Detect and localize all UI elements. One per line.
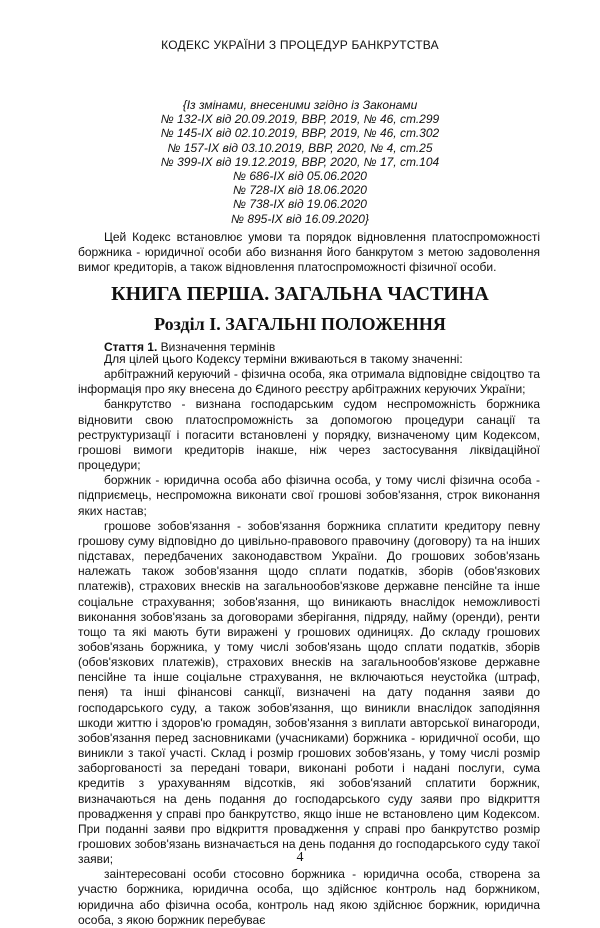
amendment-line: № 145-IX від 02.10.2019, ВВР, 2019, № 46, ст.302 xyxy=(160,126,440,141)
amendment-line: № 132-IX від 20.09.2019, ВВР, 2019, № 46, ст.299 xyxy=(160,112,440,127)
preamble-text: Цей Кодекс встановлює умови та порядок відновлення платоспроможності боржника - юридичної особи або визнання його банкрутом з метою задоволення вимог кредиторів, а також відновлення платоспроможності фізичної особи. xyxy=(78,230,540,274)
body-paragraph: боржник - юридична особа або фізична особа, у тому числі фізична особа - підприємець, неспроможна виконати свої грошові зобов'язання, строк виконання яких настав; xyxy=(78,473,540,518)
running-header: КОДЕКС УКРАЇНИ З ПРОЦЕДУР БАНКРУТСТВА xyxy=(161,38,439,52)
amendment-line: № 686-IX від 05.06.2020 xyxy=(233,169,367,184)
amendments-note xyxy=(0,98,600,226)
body-paragraph: арбітражний керуючий - фізична особа, яка отримала відповідне свідоцтво та інформація про яку внесена до Єдиного реєстру арбітражних керуючих України; xyxy=(78,367,540,397)
page-number: 4 xyxy=(296,850,304,865)
body-paragraph: Для цілей цього Кодексу терміни вживаються в такому значенні: xyxy=(104,352,463,366)
article-number: Стаття 1. xyxy=(104,340,158,354)
amendment-line: № 738-IX від 19.06.2020 xyxy=(233,197,367,212)
body-paragraph: грошове зобов'язання - зобов'язання боржника сплатити кредитору певну грошову суму відповідно до цивільно-правового правочину (договору) та на інших підставах, передбачених законодавством України. До грошових зобов'язань належать також зобов'язання щодо сплати податків, зборів (обов'язкових платежів), страхових внесків на загальнообов'язкове державне пенсійне та інше соціальне страхування; зобов'язання, що виникають внаслідок неможливості виконання зобов'язань за договорами зберігання, підряду, найму (оренди), ренти тощо та які мають бути виражені у грошових одиницях. До складу грошових зобов'язань боржника, у тому числі зобов'язань щодо сплати податків, зборів (обов'язкових платежів), страхових внесків на загальнообов'язкове державне пенсійне та інше соціальне страхування, не включаються неустойка (штраф, пеня) та інші фінансові санкції, визначені на дату подання заяви до господарського суду, а також зобов'язання, що виникли внаслідок заподіяння шкоди життю і здоров'ю громадян, зобов'язання з виплати авторської винагороди, зобов'язання перед засновниками (учасниками) боржника - юридичної особи, що виникли з такої участі. Склад і розмір грошових зобов'язань, у тому числі розмір заборгованості за передані товари, виконані роботи і надані послуги, сума кредитів з урахуванням відсотків, які зобов'язаний сплатити боржник, визначаються на день подання до господарського суду заяви про відкриття провадження у справі про банкрутство, якщо інше не встановлено цим Кодексом. При поданні заяви про відкриття провадження у справі про банкрутство розмір грошових зобов'язань визначається на день подання до господарського суду такої заяви; xyxy=(78,518,540,867)
article-body xyxy=(78,352,540,928)
amendment-line: № 895-IX від 16.09.2020} xyxy=(231,211,369,226)
amendment-line: {Із змінами, внесеними згідно із Законами xyxy=(182,98,418,112)
article-title: Визначення термінів xyxy=(160,340,276,354)
amendment-line: № 399-IX від 19.12.2019, ВВР, 2020, № 17, ст.104 xyxy=(160,154,440,169)
body-paragraph: банкрутство - визнана господарським судом неспроможність боржника відновити свою платоспроможність за допомогою процедури санації та реструктуризації і погасити встановлені у порядку, визначеному цим Кодексом, грошові вимоги кредиторів інакше, ніж через застосування ліквідаційної процедури; xyxy=(78,397,540,473)
section-title: Розділ І. ЗАГАЛЬНІ ПОЛОЖЕННЯ xyxy=(154,314,446,334)
preamble xyxy=(78,230,540,275)
body-paragraph: заінтересовані особи стосовно боржника - юридична особа, створена за участю боржника, юридична особа, що здійснює контроль над боржником, юридична або фізична особа, контроль над якою здійснює боржник, юридична особа, з якою боржник перебуває xyxy=(78,867,540,927)
amendment-line: № 728-IX від 18.06.2020 xyxy=(233,183,367,198)
amendment-line: № 157-IX від 03.10.2019, ВВР, 2020, № 4, ст.25 xyxy=(167,140,433,155)
book-title: КНИГА ПЕРША. ЗАГАЛЬНА ЧАСТИНА xyxy=(111,283,489,305)
